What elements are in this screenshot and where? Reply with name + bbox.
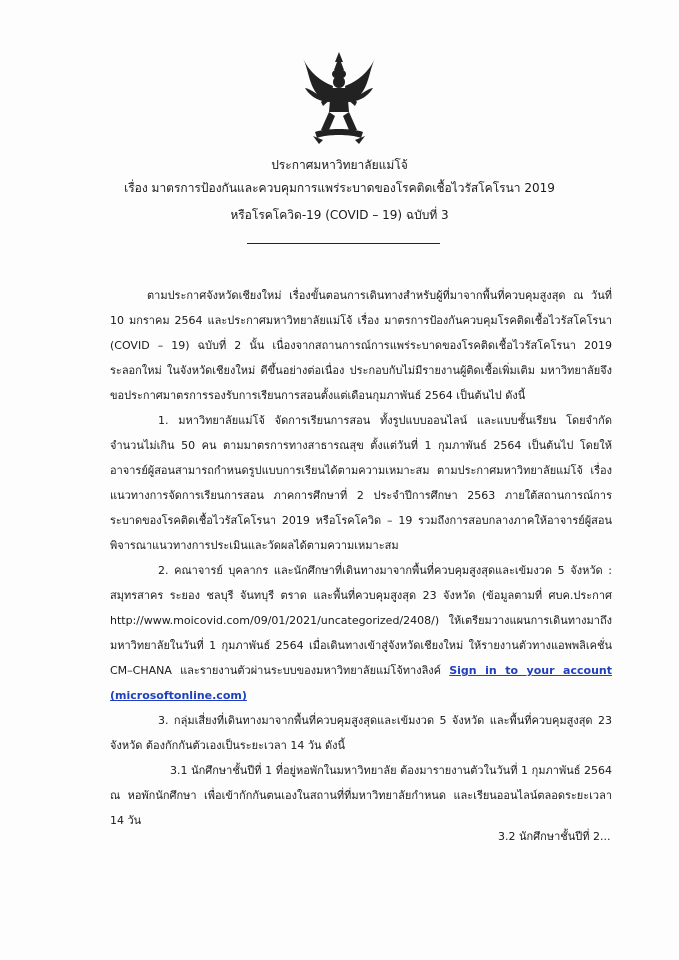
item-3-1-paragraph: 3.1 นักศึกษาชั้นปีที่ 1 ที่อยู่หอพักในมหาวิทยาลัย ต้องมารายงานตัวในวันที่ 1 กุมภาพันธ์ 2564 ณ หอพักนักศึกษา เพื่อเข้ากักกันตนเองในสถานที่ที่มหาวิทยาลัยกำหนด และเรียนออนไลน์ตลอดระยะเวลา 14 วัน [110,764,612,827]
continuation-note: 3.2 นักศึกษาชั้นปีที่ 2... [498,830,611,843]
issuer-title: ประกาศมหาวิทยาลัยแม่โจ้ [271,158,408,172]
item-2-paragraph [110,558,612,708]
garuda-emblem-icon [299,50,379,146]
subject-line-1: เรื่อง มาตรการป้องกันและควบคุมการแพร่ระบาดของโรคติดเชื้อไวรัสโคโรนา 2019 [124,181,555,195]
header-divider [247,243,440,244]
item-2-text: 2. คณาจารย์ บุคลากร และนักศึกษาที่เดินทางมาจากพื้นที่ควบคุมสูงสุดและเข้มงวด 5 จังหวัด : สมุทรสาคร ระยอง ชลบุรี จันทบุรี ตราด และพื้นที่ควบคุมสูงสุด 23 จังหวัด (ข้อมูลตามที่ ศบค.ประกาศ http://www.moicovid.com/09/01/2021/uncategorized/2408/) ให้เตรียมวางแผนการเดินทางมาถึงมหาวิทยาลัยในวันที่ 1 กุมภาพันธ์ 2564 เมื่อเดินทางเข้าสู่จังหวัดเชียงใหม่ ให้รายงานตัวทางแอพพลิเคชั่น CM–CHANA และรายงานตัวผ่านระบบของมหาวิทยาลัยแม่โจ้ทางลิงค์ [110,564,612,677]
preamble-paragraph: ตามประกาศจังหวัดเชียงใหม่ เรื่องขั้นตอนการเดินทางสำหรับผู้ที่มาจากพื้นที่ควบคุมสูงสุด ณ วันที่ 10 มกราคม 2564 และประกาศมหาวิทยาลัยแม่โจ้ เรื่อง มาตรการป้องกันควบคุมโรคติดเชื้อไวรัสโคโรนา (COVID – 19) ฉบับที่ 2 นั้น เนื่องจากสถานการณ์การแพร่ระบาดของโรคติดเชื้อไวรัสโคโรนา 2019 ระลอกใหม่ ในจังหวัดเชียงใหม่ ดีขึ้นอย่างต่อเนื่อง ประกอบกับไม่มีรายงานผู้ติดเชื้อเพิ่มเติม มหาวิทยาลัยจึงขอประกาศมาตรการรองรับการเรียนการสอนตั้งแต่เดือนกุมภาพันธ์ 2564 เป็นต้นไป ดังนี้ [110,289,612,402]
subject-line-2: หรือโรคโควิด-19 (COVID – 19) ฉบับที่ 3 [230,208,449,222]
item-1-paragraph: 1. มหาวิทยาลัยแม่โจ้ จัดการเรียนการสอน ทั้งรูปแบบออนไลน์ และแบบชั้นเรียน โดยจำกัดจำนวนไม่เกิน 50 คน ตามมาตรการทางสาธารณสุข ตั้งแต่วันที่ 1 กุมภาพันธ์ 2564 เป็นต้นไป โดยให้อาจารย์ผู้สอนสามารถกำหนดรูปแบบการเรียนได้ตามความเหมาะสม ตามประกาศมหาวิทยาลัยแม่โจ้ เรื่อง แนวทางการจัดการเรียนการสอน ภาคการศึกษาที่ 2 ประจำปีการศึกษา 2563 ภายใต้สถานการณ์การระบาดของโรคติดเชื้อไวรัสโคโรนา 2019 หรือโรคโควิด – 19 รวมถึงการสอบกลางภาคให้อาจารย์ผู้สอนพิจารณาแนวทางการประเมินและวัดผลได้ตามความเหมาะสม [110,414,612,552]
sign-in-link[interactable]: Sign in to your account (microsoftonline.com) [110,664,612,702]
item-3-paragraph: 3. กลุ่มเสี่ยงที่เดินทางมาจากพื้นที่ควบคุมสูงสุดและเข้มงวด 5 จังหวัด และพื้นที่ควบคุมสูงสุด 23 จังหวัด ต้องกักกันตัวเองเป็นระยะเวลา 14 วัน ดังนี้ [110,714,612,752]
document-body [110,283,612,833]
